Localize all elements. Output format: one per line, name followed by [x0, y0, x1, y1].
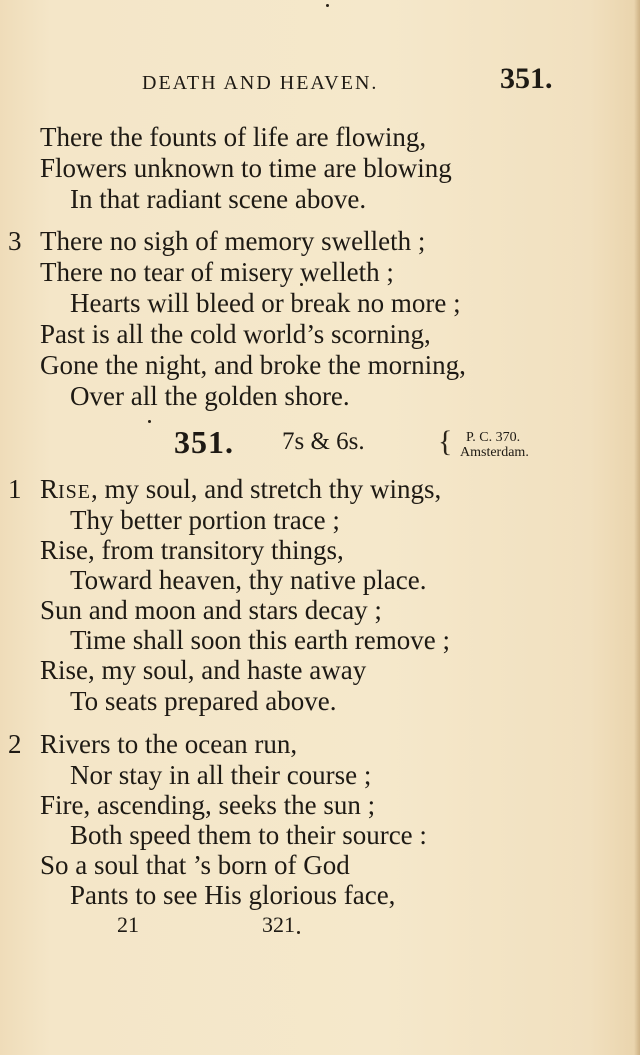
- hymn-number: 351.: [174, 424, 234, 460]
- verse-line: Nor stay in all their course ;: [70, 760, 372, 790]
- verse-line: Flowers unknown to time are blowing: [40, 153, 452, 183]
- verse-line: In that radiant scene above.: [70, 184, 367, 214]
- page-edge-shadow: [634, 0, 640, 1055]
- verse-line: Toward heaven, thy native place.: [70, 565, 427, 595]
- verse-line: Fire, ascending, seeks the sun ;: [40, 790, 376, 820]
- verse-line: Over all the golden shore.: [70, 381, 350, 411]
- running-head: [0, 62, 640, 102]
- verse-line: Rise, from transitory things,: [40, 535, 344, 565]
- verse-line: To seats prepared above.: [70, 686, 337, 716]
- stanza-number: 2: [8, 729, 22, 759]
- tune-name: Amsterdam.: [460, 445, 529, 460]
- small-caps-word: ISE: [58, 481, 92, 503]
- verse-line: Sun and moon and stars decay ;: [40, 595, 382, 625]
- page-reference: 321: [262, 912, 295, 937]
- verse-line: Pants to see His glorious face,: [70, 880, 396, 910]
- verse-line: Time shall soon this earth remove ;: [70, 625, 450, 655]
- verse-line: There no sigh of memory swelleth ;: [40, 226, 426, 256]
- running-head-title: DEATH AND HEAVEN.: [142, 72, 379, 94]
- ink-speck: [326, 4, 329, 7]
- verse-line: Thy better portion trace ;: [70, 505, 340, 535]
- first-line-text: , my soul, and stretch thy wings,: [91, 474, 442, 504]
- page-number: 351.: [500, 62, 553, 95]
- verse-line-first: [40, 474, 441, 507]
- ink-speck: [148, 420, 151, 423]
- hymn-meter: 7s & 6s.: [282, 428, 365, 455]
- verse-line: There the founts of life are flowing,: [40, 122, 427, 152]
- tune-reference: P. C. 370.: [466, 430, 521, 445]
- drop-initial: R: [40, 474, 59, 504]
- verse-line: Gone the night, and broke the morning,: [40, 350, 466, 380]
- verse-line: There no tear of misery welleth ;: [40, 257, 394, 287]
- stanza-number: 1: [8, 474, 22, 504]
- verse-line: Past is all the cold world’s scorning,: [40, 319, 431, 349]
- stanza-number: 3: [8, 226, 22, 256]
- signature-mark: 21: [117, 912, 139, 937]
- verse-line: So a soul that ’s born of God: [40, 850, 350, 880]
- verse-line: Both speed them to their source :: [70, 820, 427, 850]
- ink-speck: [297, 931, 300, 934]
- hymn-heading: [0, 424, 640, 464]
- verse-line: Hearts will bleed or break no more ;: [70, 288, 461, 318]
- verse-line: Rivers to the ocean run,: [40, 729, 298, 759]
- tune-brace: {: [438, 425, 453, 458]
- verse-line: Rise, my soul, and haste away: [40, 655, 367, 685]
